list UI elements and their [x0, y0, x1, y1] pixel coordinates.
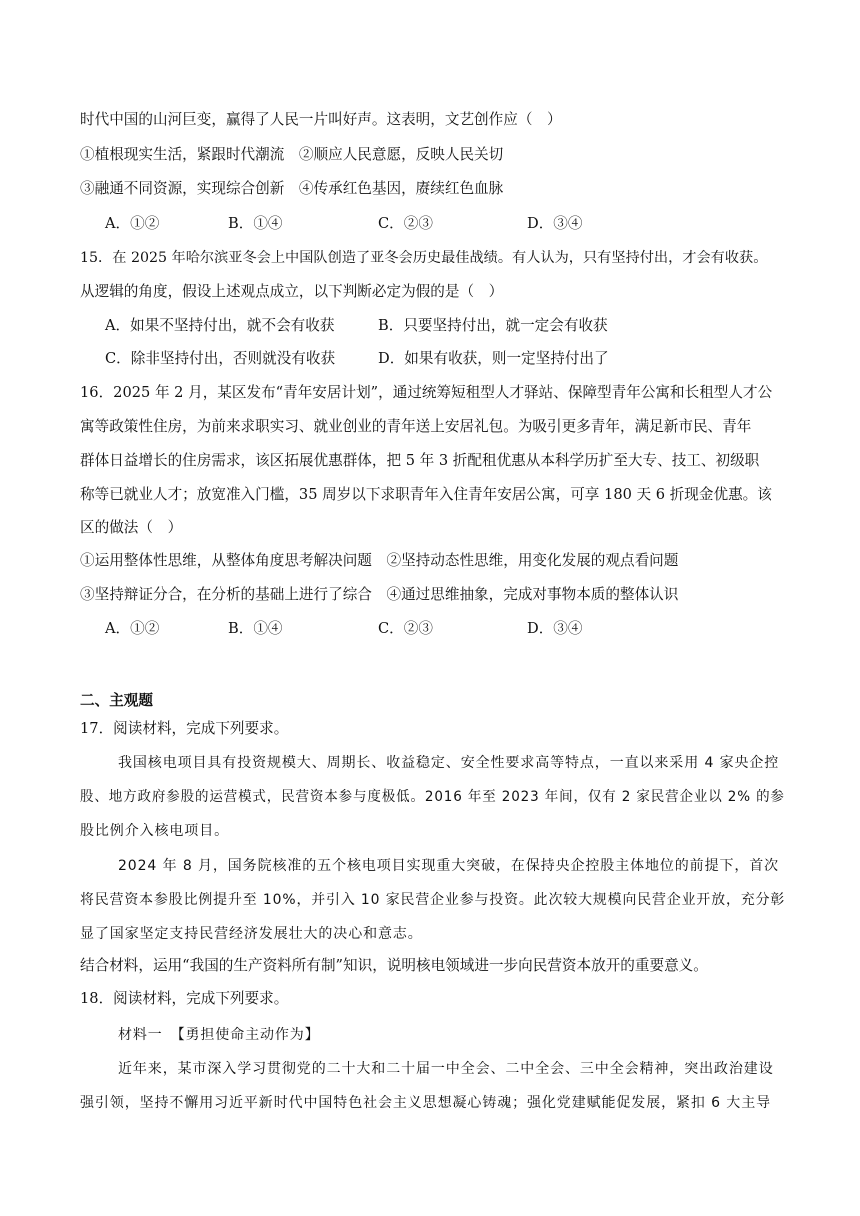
q14-option-d[interactable]: D．③④ — [527, 215, 583, 232]
q18-material-heading: 材料一 【勇担使命主动作为】 — [118, 1027, 320, 1043]
q16-option-a[interactable]: A．①② — [105, 620, 160, 637]
q17-material-p2-line-1: 2024 年 8 月，国务院核准的五个核电项目实现重大突破，在保持央企控股主体地位的前提下，首次 — [118, 858, 780, 874]
q15-stem-line-2: 从逻辑的角度，假设上述观点成立，以下判断必定为假的是（ ） — [80, 283, 504, 300]
q15-option-a[interactable]: A．如果不坚持付出，就不会有收获 — [105, 317, 335, 334]
q17-material-p1-line-1: 我国核电项目具有投资规模大、周期长、收益稳定、安全性要求高等特点，一直以来采用 4 家央企控 — [118, 755, 780, 771]
q16-stem-line-3: 群体日益增长的住房需求，该区拓展优惠群体，把 5 年 3 折配租优惠从本科学历扩至大专、技工、初级职 — [80, 452, 760, 469]
q17-material-p1-line-2: 股、地方政府参股的运营模式，民营资本参与度极低。2016 年至 2023 年间，仅有 2 家民营企业以 2% 的参 — [80, 789, 785, 805]
q14-statements-line-2: ③融通不同资源，实现综合创新 ④传承红色基因，赓续红色血脉 — [80, 180, 504, 197]
q17-requirement: 结合材料，运用“我国的生产资料所有制”知识，说明核电领域进一步向民营资本放开的重要意义。 — [80, 957, 708, 974]
q16-statements-line-2: ③坚持辩证分合，在分析的基础上进行了综合 ④通过思维抽象，完成对事物本质的整体认识 — [80, 586, 679, 603]
q15-stem-line-1: 15．在 2025 年哈尔滨亚冬会上中国队创造了亚冬会历史最佳战绩。有人认为，只有坚持付出，才会有收获。 — [80, 250, 768, 266]
q16-stem-line-2: 寓等政策性住房，为前来求职实习、就业创业的青年送上安居礼包。为吸引更多青年，满足新市民、青年 — [80, 418, 752, 435]
q17-material-p1-line-3: 股比例介入核电项目。 — [80, 823, 229, 839]
q18-material-p1-line-2: 强引领，坚持不懈用习近平新时代中国特色社会主义思想凝心铸魂；强化党建赋能促发展，紧扣 6 大主导 — [80, 1095, 772, 1111]
q17-material-p2-line-3: 显了国家坚定支持民营经济发展壮大的决心和意志。 — [80, 926, 423, 942]
q14-option-b[interactable]: B．①④ — [228, 215, 283, 232]
q15-option-c[interactable]: C．除非坚持付出，否则就没有收获 — [105, 350, 336, 367]
q16-stem-line-5: 区的做法（ ） — [80, 519, 183, 536]
q17-intro: 17．阅读材料，完成下列要求。 — [80, 720, 289, 737]
q16-option-c[interactable]: C．②③ — [378, 620, 433, 637]
q14-option-c[interactable]: C．②③ — [378, 215, 433, 232]
q14-statements-line-1: ①植根现实生活，紧跟时代潮流 ②顺应人民意愿，反映人民关切 — [80, 146, 504, 163]
q14-stem-tail: 时代中国的山河巨变，赢得了人民一片叫好声。这表明，文艺创作应（ ） — [80, 111, 562, 128]
q18-material-p1-line-1: 近年来，某市深入学习贯彻党的二十大和二十届一中全会、二中全会、三中全会精神，突出政治建设 — [118, 1061, 774, 1077]
q16-option-d[interactable]: D．③④ — [527, 620, 583, 637]
q16-stem-line-4: 称等已就业人才；放宽准入门槛，35 周岁以下求职青年入住青年安居公寓，可享 180 天 6 折现金优惠。该 — [80, 486, 772, 503]
section-heading: 二、主观题 — [80, 692, 153, 709]
q18-intro: 18．阅读材料，完成下列要求。 — [80, 990, 289, 1007]
q16-option-b[interactable]: B．①④ — [228, 620, 283, 637]
q16-statements-line-1: ①运用整体性思维，从整体角度思考解决问题 ②坚持动态性思维，用变化发展的观点看问题 — [80, 552, 679, 569]
q14-option-a[interactable]: A．①② — [105, 215, 160, 232]
q16-stem-line-1: 16．2025 年 2 月，某区发布“青年安居计划”，通过统筹短租型人才驿站、保障型青年公寓和长租型人才公 — [80, 384, 773, 401]
q15-option-b[interactable]: B．只要坚持付出，就一定会有收获 — [378, 317, 608, 334]
q15-option-d[interactable]: D．如果有收获，则一定坚持付出了 — [378, 350, 609, 367]
q17-material-p2-line-2: 将民营资本参股比例提升至 10%，并引入 10 家民营企业参与投资。此次较大规模向民营企业开放，充分彰 — [80, 892, 786, 908]
